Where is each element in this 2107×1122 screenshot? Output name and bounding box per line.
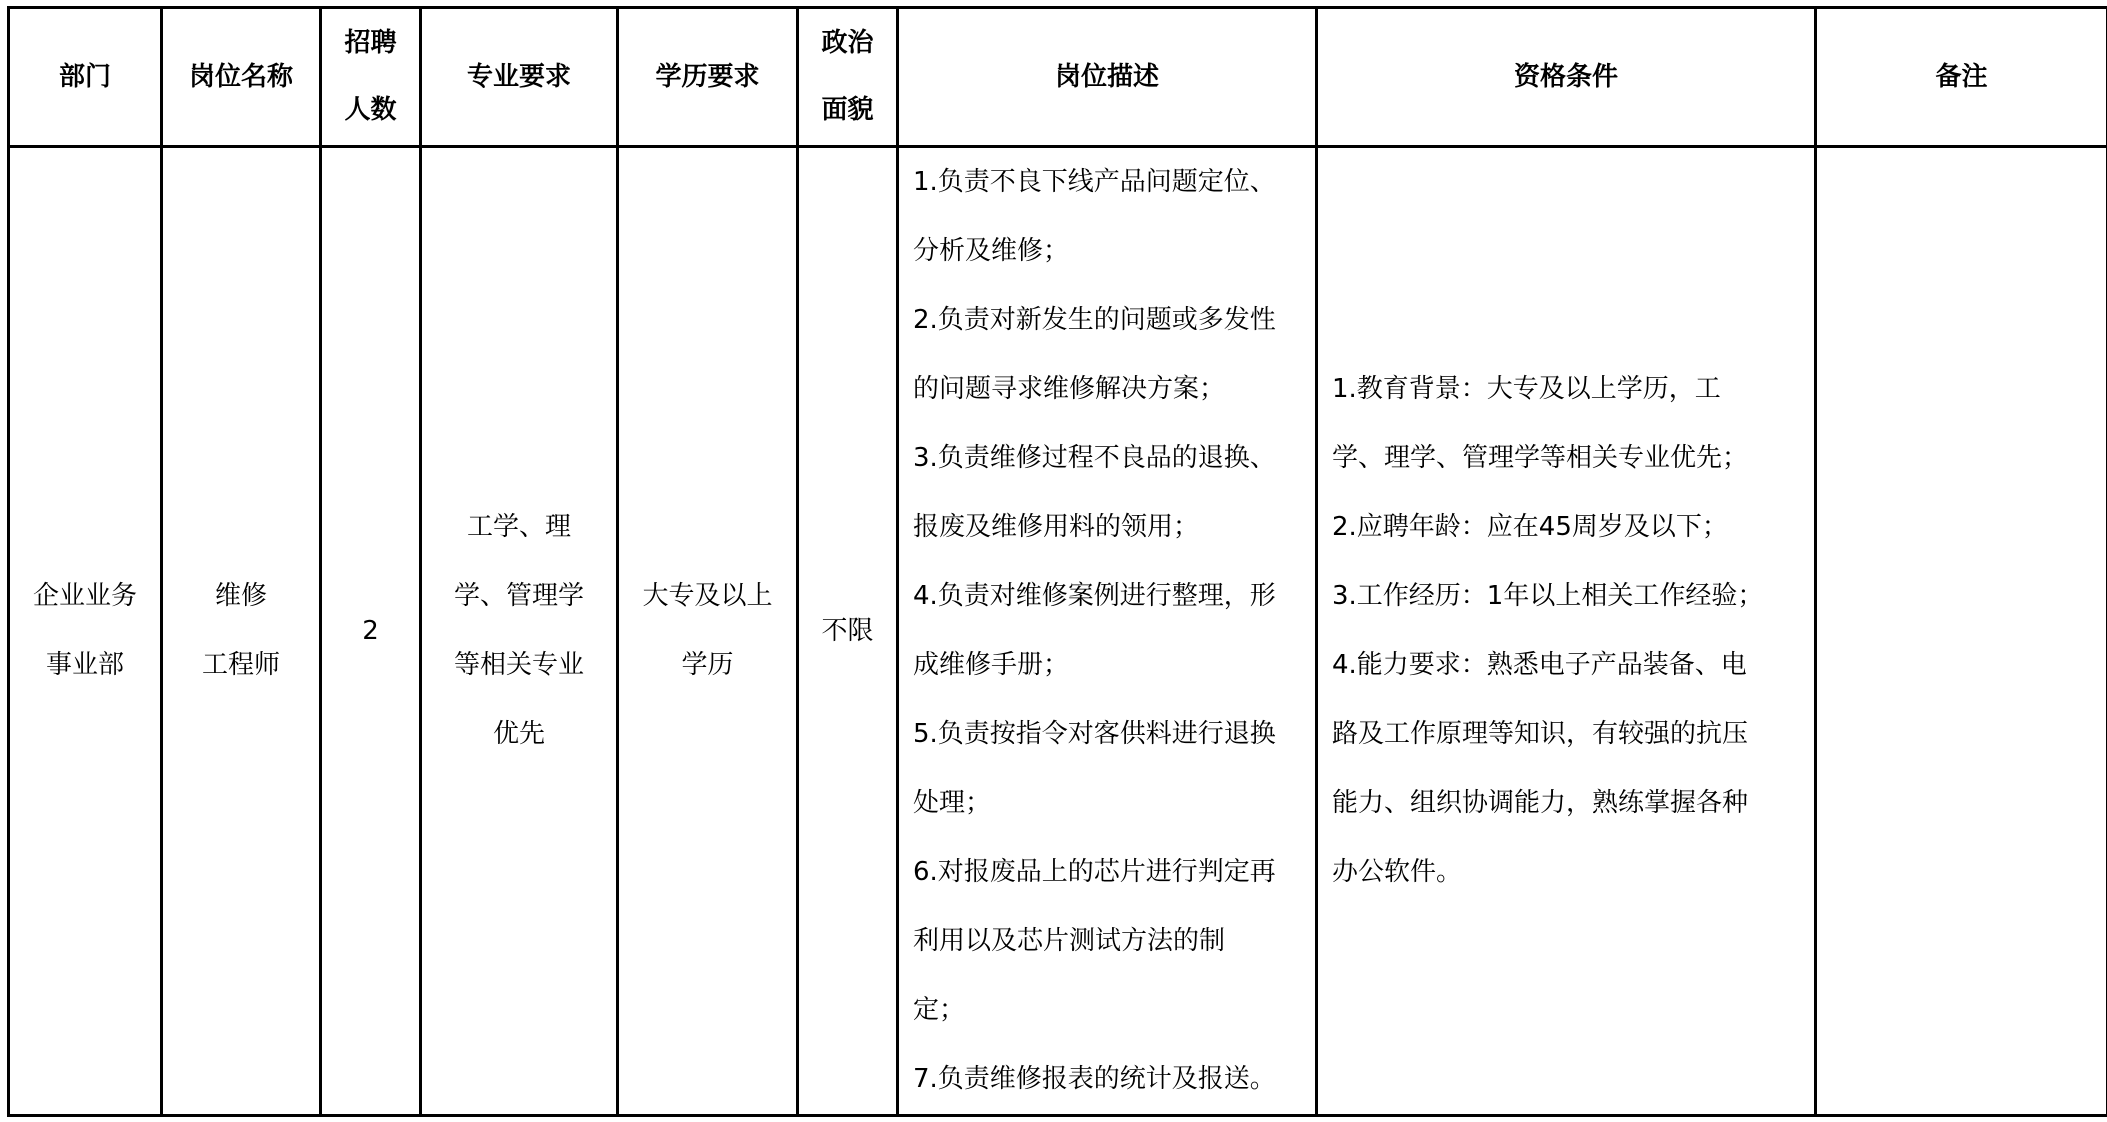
header-row — [9, 8, 2107, 147]
cell-education — [618, 147, 798, 1116]
text-line: 政治 — [821, 28, 874, 58]
cell-dept — [9, 147, 162, 1116]
text-line: 5.负责按指令对客供料进行退换 — [913, 719, 1276, 749]
text-line: 成维修手册； — [913, 650, 1070, 680]
text-line: 报废及维修用料的领用； — [913, 512, 1200, 542]
cell-position — [162, 147, 321, 1116]
cell-headcount — [321, 147, 421, 1116]
text-line: 2 — [362, 615, 379, 646]
text-line: 办公软件。 — [1332, 857, 1463, 887]
cell-remarks — [1816, 147, 2107, 1116]
text-line: 1.教育背景：大专及以上学历，工 — [1332, 374, 1721, 404]
text-line: 人数 — [344, 95, 397, 125]
text-line: 招聘 — [344, 28, 397, 58]
text-line: 4.能力要求：熟悉电子产品装备、电 — [1332, 650, 1747, 680]
text-line: 工程师 — [201, 650, 280, 680]
header-qualifications — [1317, 8, 1816, 147]
header-headcount — [321, 8, 421, 147]
text-line: 学、管理学 — [453, 581, 584, 611]
text-line: 部门 — [58, 61, 111, 92]
table-row — [9, 147, 2107, 1116]
header-political — [798, 8, 898, 147]
text-line: 事业部 — [45, 650, 124, 680]
text-line: 学历 — [681, 650, 734, 680]
header-major — [421, 8, 618, 147]
text-line: 学历要求 — [655, 61, 760, 92]
text-line: 面貌 — [821, 95, 874, 125]
text-line: 岗位描述 — [1054, 61, 1159, 92]
text-line: 企业业务 — [32, 581, 137, 611]
text-line: 分析及维修； — [913, 236, 1070, 266]
header-remarks — [1816, 8, 2107, 147]
text-line: 维修 — [214, 581, 267, 611]
text-line: 的问题寻求维修解决方案； — [913, 374, 1226, 404]
header-dept — [9, 8, 162, 147]
header-position — [162, 8, 321, 147]
text-line: 能力、组织协调能力，熟练掌握各种 — [1332, 788, 1749, 818]
text-line: 大专及以上 — [642, 581, 773, 611]
text-line: 资格条件 — [1513, 61, 1618, 92]
cell-political — [798, 147, 898, 1116]
text-line: 岗位名称 — [188, 61, 293, 92]
cell-qualifications — [1317, 147, 1816, 1116]
header-education — [618, 8, 798, 147]
job-posting-table — [7, 6, 2107, 1117]
text-line: 路及工作原理等知识，有较强的抗压 — [1332, 719, 1749, 749]
text-line: 1.负责不良下线产品问题定位、 — [913, 167, 1276, 197]
text-line: 不限 — [821, 615, 874, 646]
text-line: 利用以及芯片测试方法的制 — [913, 926, 1226, 956]
text-line: 优先 — [492, 719, 545, 749]
text-line: 处理； — [913, 788, 992, 818]
text-line: 工学、理 — [466, 512, 571, 542]
header-description — [898, 8, 1317, 147]
cell-major — [421, 147, 618, 1116]
text-line: 专业要求 — [466, 61, 571, 92]
text-line: 4.负责对维修案例进行整理，形 — [913, 581, 1276, 611]
text-line: 3.负责维修过程不良品的退换、 — [913, 443, 1276, 473]
text-line: 学、理学、管理学等相关专业优先； — [1332, 443, 1749, 473]
text-line: 备注 — [1935, 61, 1988, 92]
cell-description — [898, 147, 1317, 1116]
text-line: 定； — [913, 995, 966, 1025]
text-line: 7.负责维修报表的统计及报送。 — [913, 1064, 1276, 1094]
text-line: 2.负责对新发生的问题或多发性 — [913, 305, 1276, 335]
text-line: 等相关专业 — [453, 650, 584, 680]
text-line: 6.对报废品上的芯片进行判定再 — [913, 857, 1276, 887]
text-line: 3.工作经历：1年以上相关工作经验； — [1332, 581, 1764, 611]
text-line: 2.应聘年龄：应在45周岁及以下； — [1332, 512, 1728, 542]
